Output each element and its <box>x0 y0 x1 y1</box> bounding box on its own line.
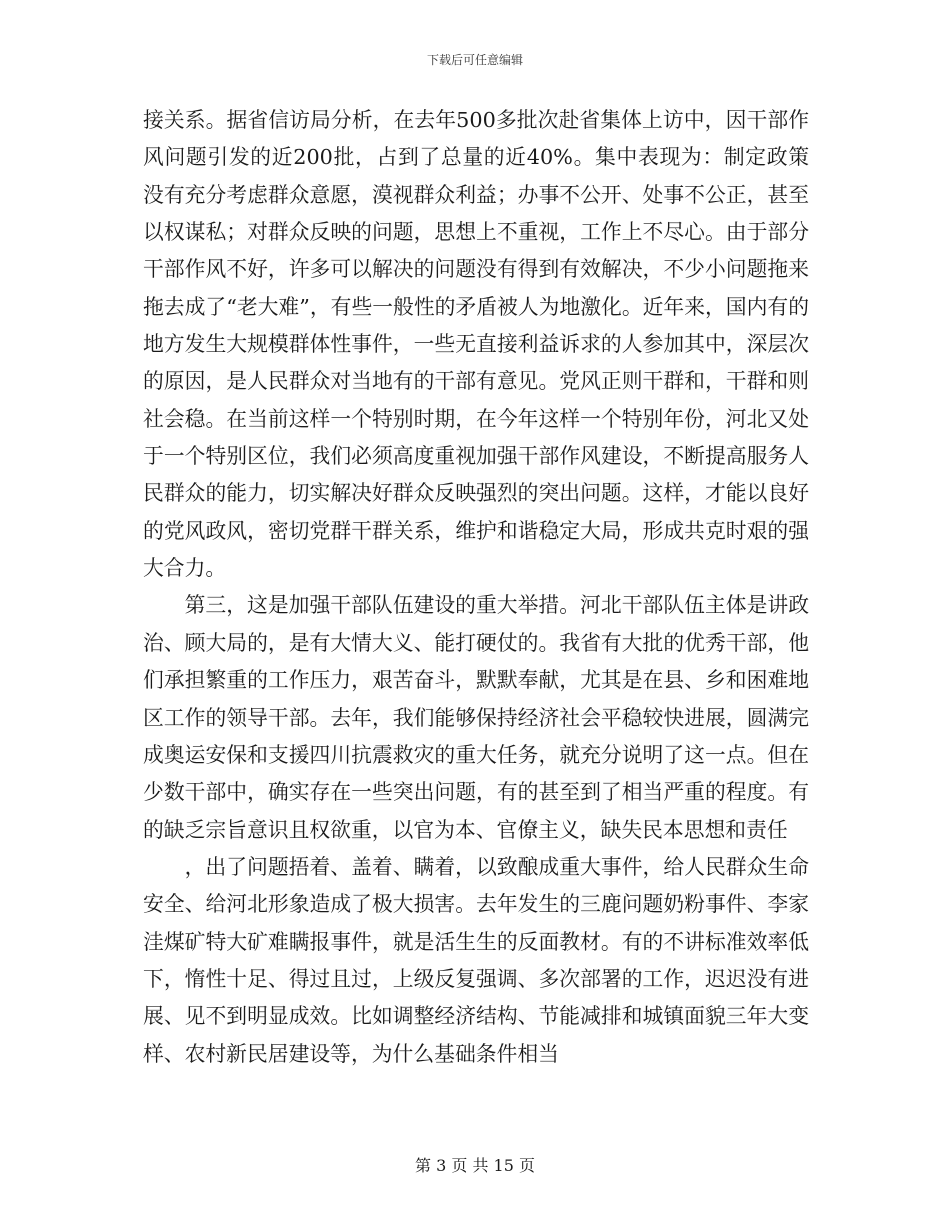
page-header: 下载后可任意编辑 <box>426 53 523 67</box>
document-body <box>143 102 809 1073</box>
footer-suffix: 页 <box>519 1156 536 1175</box>
footer-middle: 页 共 <box>451 1156 489 1175</box>
footer-total-pages: 15 <box>493 1156 514 1175</box>
page-footer <box>0 1156 950 1176</box>
paragraph-third-point: 第三，这是加强干部队伍建设的重大举措。河北干部队伍主体是讲政治、顾大局的，是有大情大义、能打硬仗的。我省有大批的优秀干部，他们承担繁重的工作压力，艰苦奋斗，默默奉献，尤其是在县、乡和困难地区工作的领导干部。去年，我们能够保持经济社会平稳较快进展，圆满完成奥运安保和支援四川抗震救灾的重大任务，就充分说明了这一点。但在少数干部中，确实存在一些突出问题，有的甚至到了相当严重的程度。有的缺乏宗旨意识且权欲重，以官为本、官僚主义，缺失民本思想和责任 <box>143 593 809 842</box>
paragraph-fragment: ，出了问题捂着、盖着、瞒着，以致酿成重大事件，给人民群众生命安全、给河北形象造成了极大损害。去年发生的三鹿问题奶粉事件、李家洼煤矿特大矿难瞒报事件，就是活生生的反面教材。有的不讲标准效率低下，惰性十足、得过且过，上级反复强调、多次部署的工作，迟迟没有进展、见不到明显成效。比如调整经济结构、节能减排和城镇面貌三年大变样、农村新民居建设等，为什么基础条件相当 <box>143 854 809 1066</box>
footer-prefix: 第 <box>414 1156 431 1175</box>
paragraph-continued: 接关系。据省信访局分析，在去年500多批次赴省集体上访中，因干部作风问题引发的近200批，占到了总量的近40%。集中表现为：制定政策没有充分考虑群众意愿，漠视群众利益；办事不公开、处事不公正，甚至以权谋私；对群众反映的问题，思想上不重视，工作上不尽心。由于部分干部作风不好，许多可以解决的问题没有得到有效解决，不少小问题拖来拖去成了“老大难”，有些一般性的矛盾被人为地激化。近年来，国内有的地方发生大规模群体性事件，一些无直接利益诉求的人参加其中，深层次的原因，是人民群众对当地有的干部有意见。党风正则干群和，干群和则社会稳。在当前这样一个特别时期，在今年这样一个特别年份，河北又处于一个特别区位，我们必须高度重视加强干部作风建设，不断提高服务人民群众的能力，切实解决好群众反映强烈的突出问题。这样，才能以良好的党风政风，密切党群干群关系，维护和谐稳定大局，形成共克时艰的强大合力。 <box>143 108 809 581</box>
footer-current-page: 3 <box>436 1156 447 1175</box>
